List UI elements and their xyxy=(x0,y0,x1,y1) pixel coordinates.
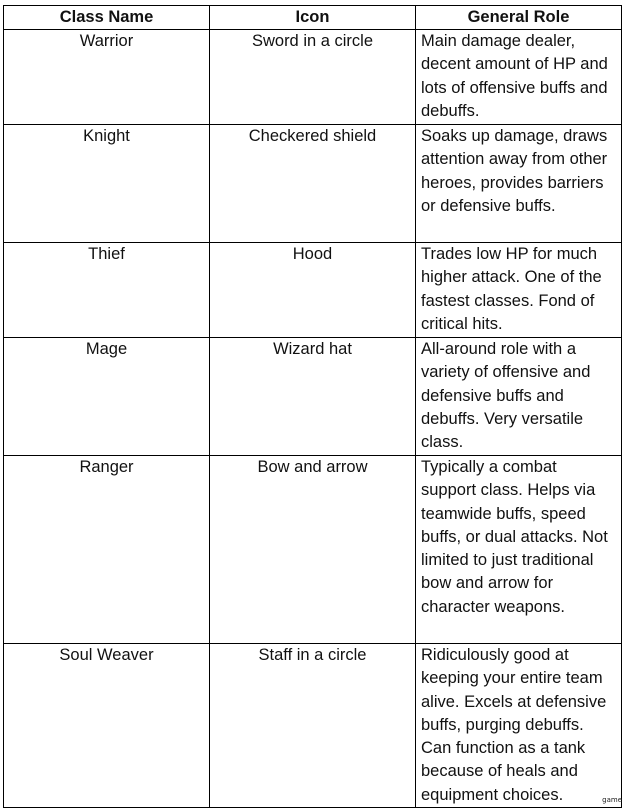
header-icon: Icon xyxy=(210,6,416,30)
class-name-cell: Ranger xyxy=(4,456,210,644)
class-name-cell: Knight xyxy=(4,125,210,243)
table-row xyxy=(4,30,622,125)
role-cell: Trades low HP for much higher attack. One of the fastest classes. Fond of critical hits. xyxy=(416,243,622,338)
icon-cell: Sword in a circle xyxy=(210,30,416,125)
header-general-role: General Role xyxy=(416,6,622,30)
header-class-name: Class Name xyxy=(4,6,210,30)
icon-cell: Staff in a circle xyxy=(210,644,416,808)
class-name-cell: Soul Weaver xyxy=(4,644,210,808)
role-cell: Soaks up damage, draws attention away from other heroes, provides barriers or defensive buffs. xyxy=(416,125,622,243)
icon-cell: Wizard hat xyxy=(210,338,416,456)
table-row xyxy=(4,243,622,338)
table-body xyxy=(4,30,622,808)
class-role-table xyxy=(3,5,622,808)
class-name-cell: Mage xyxy=(4,338,210,456)
icon-cell: Hood xyxy=(210,243,416,338)
table-row xyxy=(4,456,622,644)
role-cell: All-around role with a variety of offensive and defensive buffs and debuffs. Very versatile class. xyxy=(416,338,622,456)
icon-cell: Bow and arrow xyxy=(210,456,416,644)
class-name-cell: Thief xyxy=(4,243,210,338)
table-row xyxy=(4,125,622,243)
table-row xyxy=(4,338,622,456)
class-name-cell: Warrior xyxy=(4,30,210,125)
role-cell: Ridiculously good at keeping your entire team alive. Excels at defensive buffs, purging debuffs. Can function as a tank because of heals and equipment choices. xyxy=(416,644,622,808)
role-cell: Typically a combat support class. Helps via teamwide buffs, speed buffs, or dual attacks. Not limited to just traditional bow and arrow for character weapons. xyxy=(416,456,622,644)
watermark: game xyxy=(602,796,622,804)
header-row xyxy=(4,6,622,30)
table-row xyxy=(4,644,622,808)
table-header xyxy=(4,6,622,30)
icon-cell: Checkered shield xyxy=(210,125,416,243)
role-cell: Main damage dealer, decent amount of HP and lots of offensive buffs and debuffs. xyxy=(416,30,622,125)
